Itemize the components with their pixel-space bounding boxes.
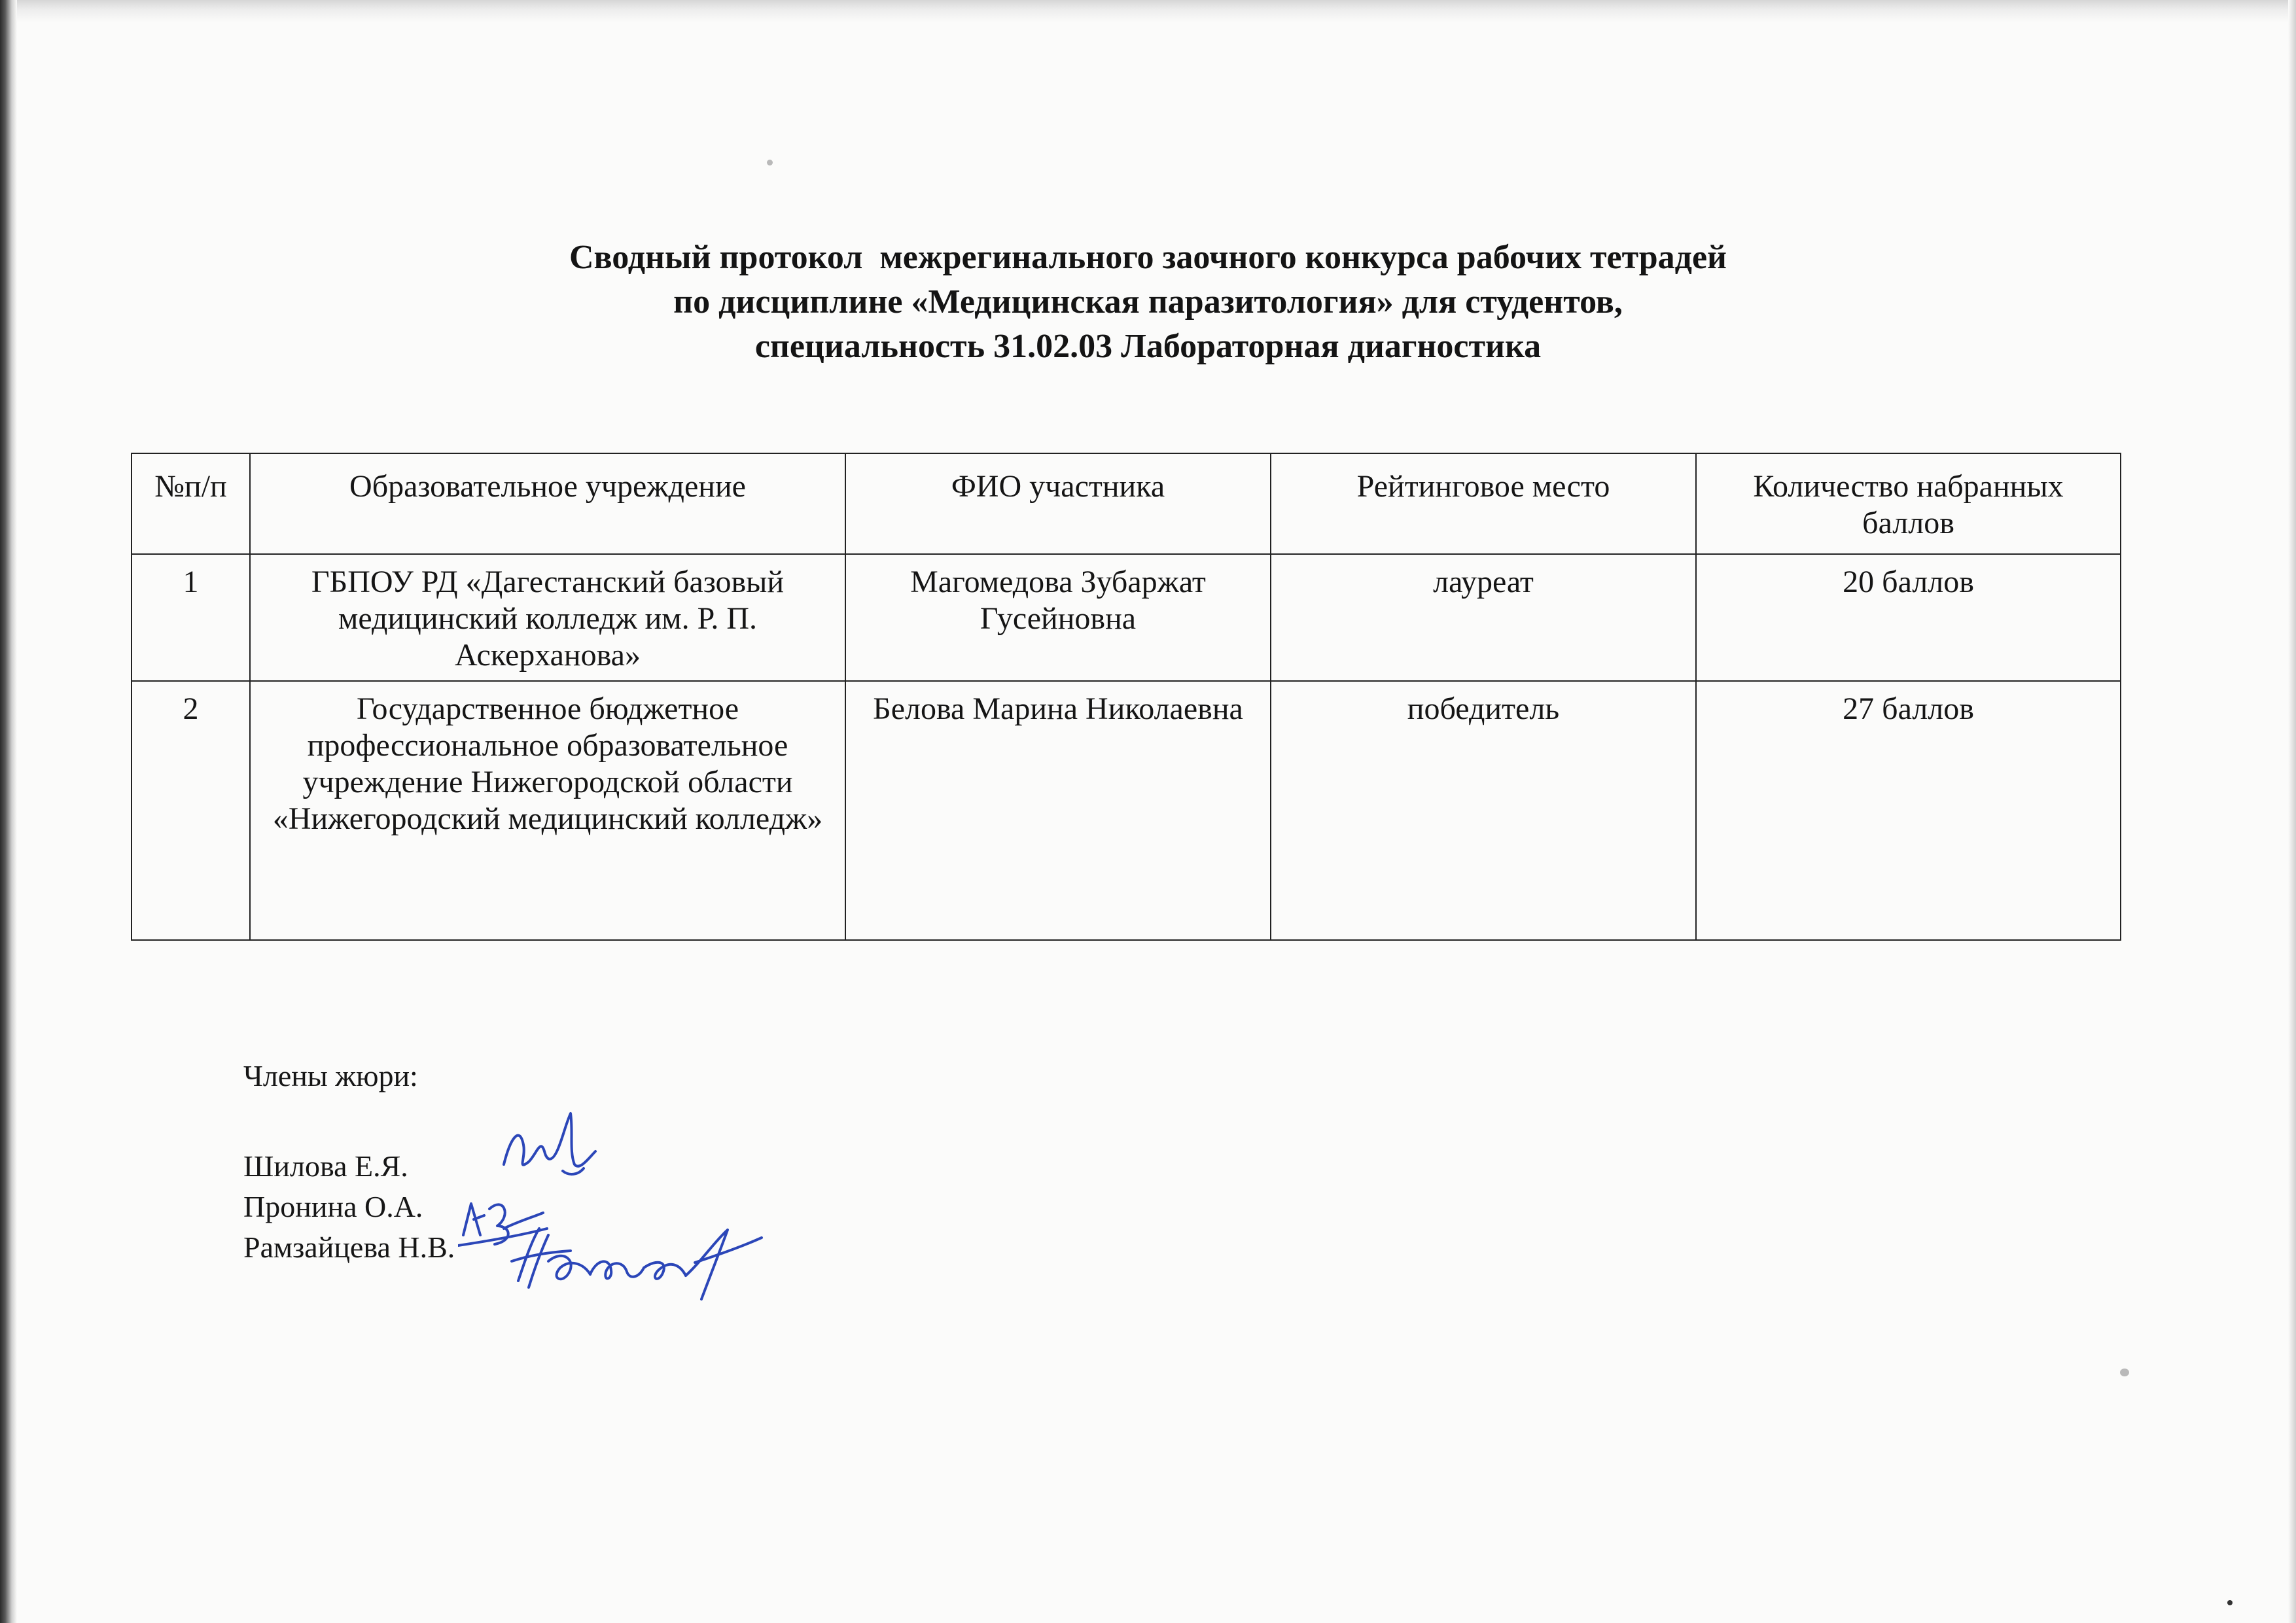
cell-score: 27 баллов [1696,681,2121,940]
cell-score: 20 баллов [1696,554,2121,681]
cell-number: 2 [132,681,250,940]
jury-member-1: Шилова Е.Я. [243,1149,408,1183]
cell-participant: Магомедова Зубаржат Гусейновна [845,554,1271,681]
header-participant: ФИО участника [845,453,1271,554]
signature-shilova [497,1099,609,1191]
scan-speck [767,160,773,166]
cell-participant: Белова Марина Николаевна [845,681,1271,940]
cell-number: 1 [132,554,250,681]
header-score: Количество набранных баллов [1696,453,2121,554]
cell-institution: Государственное бюджетное профессиональное образовательное учреждение Нижегородской области «Нижегородский медицинский колледж» [250,681,845,940]
title-line-3: специальность 31.02.03 Лабораторная диагностика [754,328,1542,365]
header-place: Рейтинговое место [1271,453,1696,554]
document-title [0,236,2296,369]
cell-place: победитель [1271,681,1696,940]
jury-member-2: Пронина О.А. [243,1190,423,1223]
jury-heading: Члены жюри: [243,1059,418,1092]
scan-edge-top [17,0,2296,22]
scan-speck [2227,1600,2233,1605]
title-line-1: Сводный протокол межрегинального заочного конкурса рабочих тетрадей [569,239,1727,276]
scan-speck [2120,1369,2129,1376]
cell-institution: ГБПОУ РД «Дагестанский базовый медицинский колледж им. Р. П. Аскерханова» [250,554,845,681]
table-row [132,554,2121,681]
signature-ramzaytseva [505,1222,767,1307]
title-line-2: по дисциплине «Медицинская паразитология» для студентов, [673,283,1623,321]
results-table [131,453,2121,941]
header-number: №п/п [132,453,250,554]
header-institution: Образовательное учреждение [250,453,845,554]
jury-member-3: Рамзайцева Н.В. [243,1230,455,1264]
table-row [132,681,2121,940]
table-header-row [132,453,2121,554]
cell-place: лауреат [1271,554,1696,681]
